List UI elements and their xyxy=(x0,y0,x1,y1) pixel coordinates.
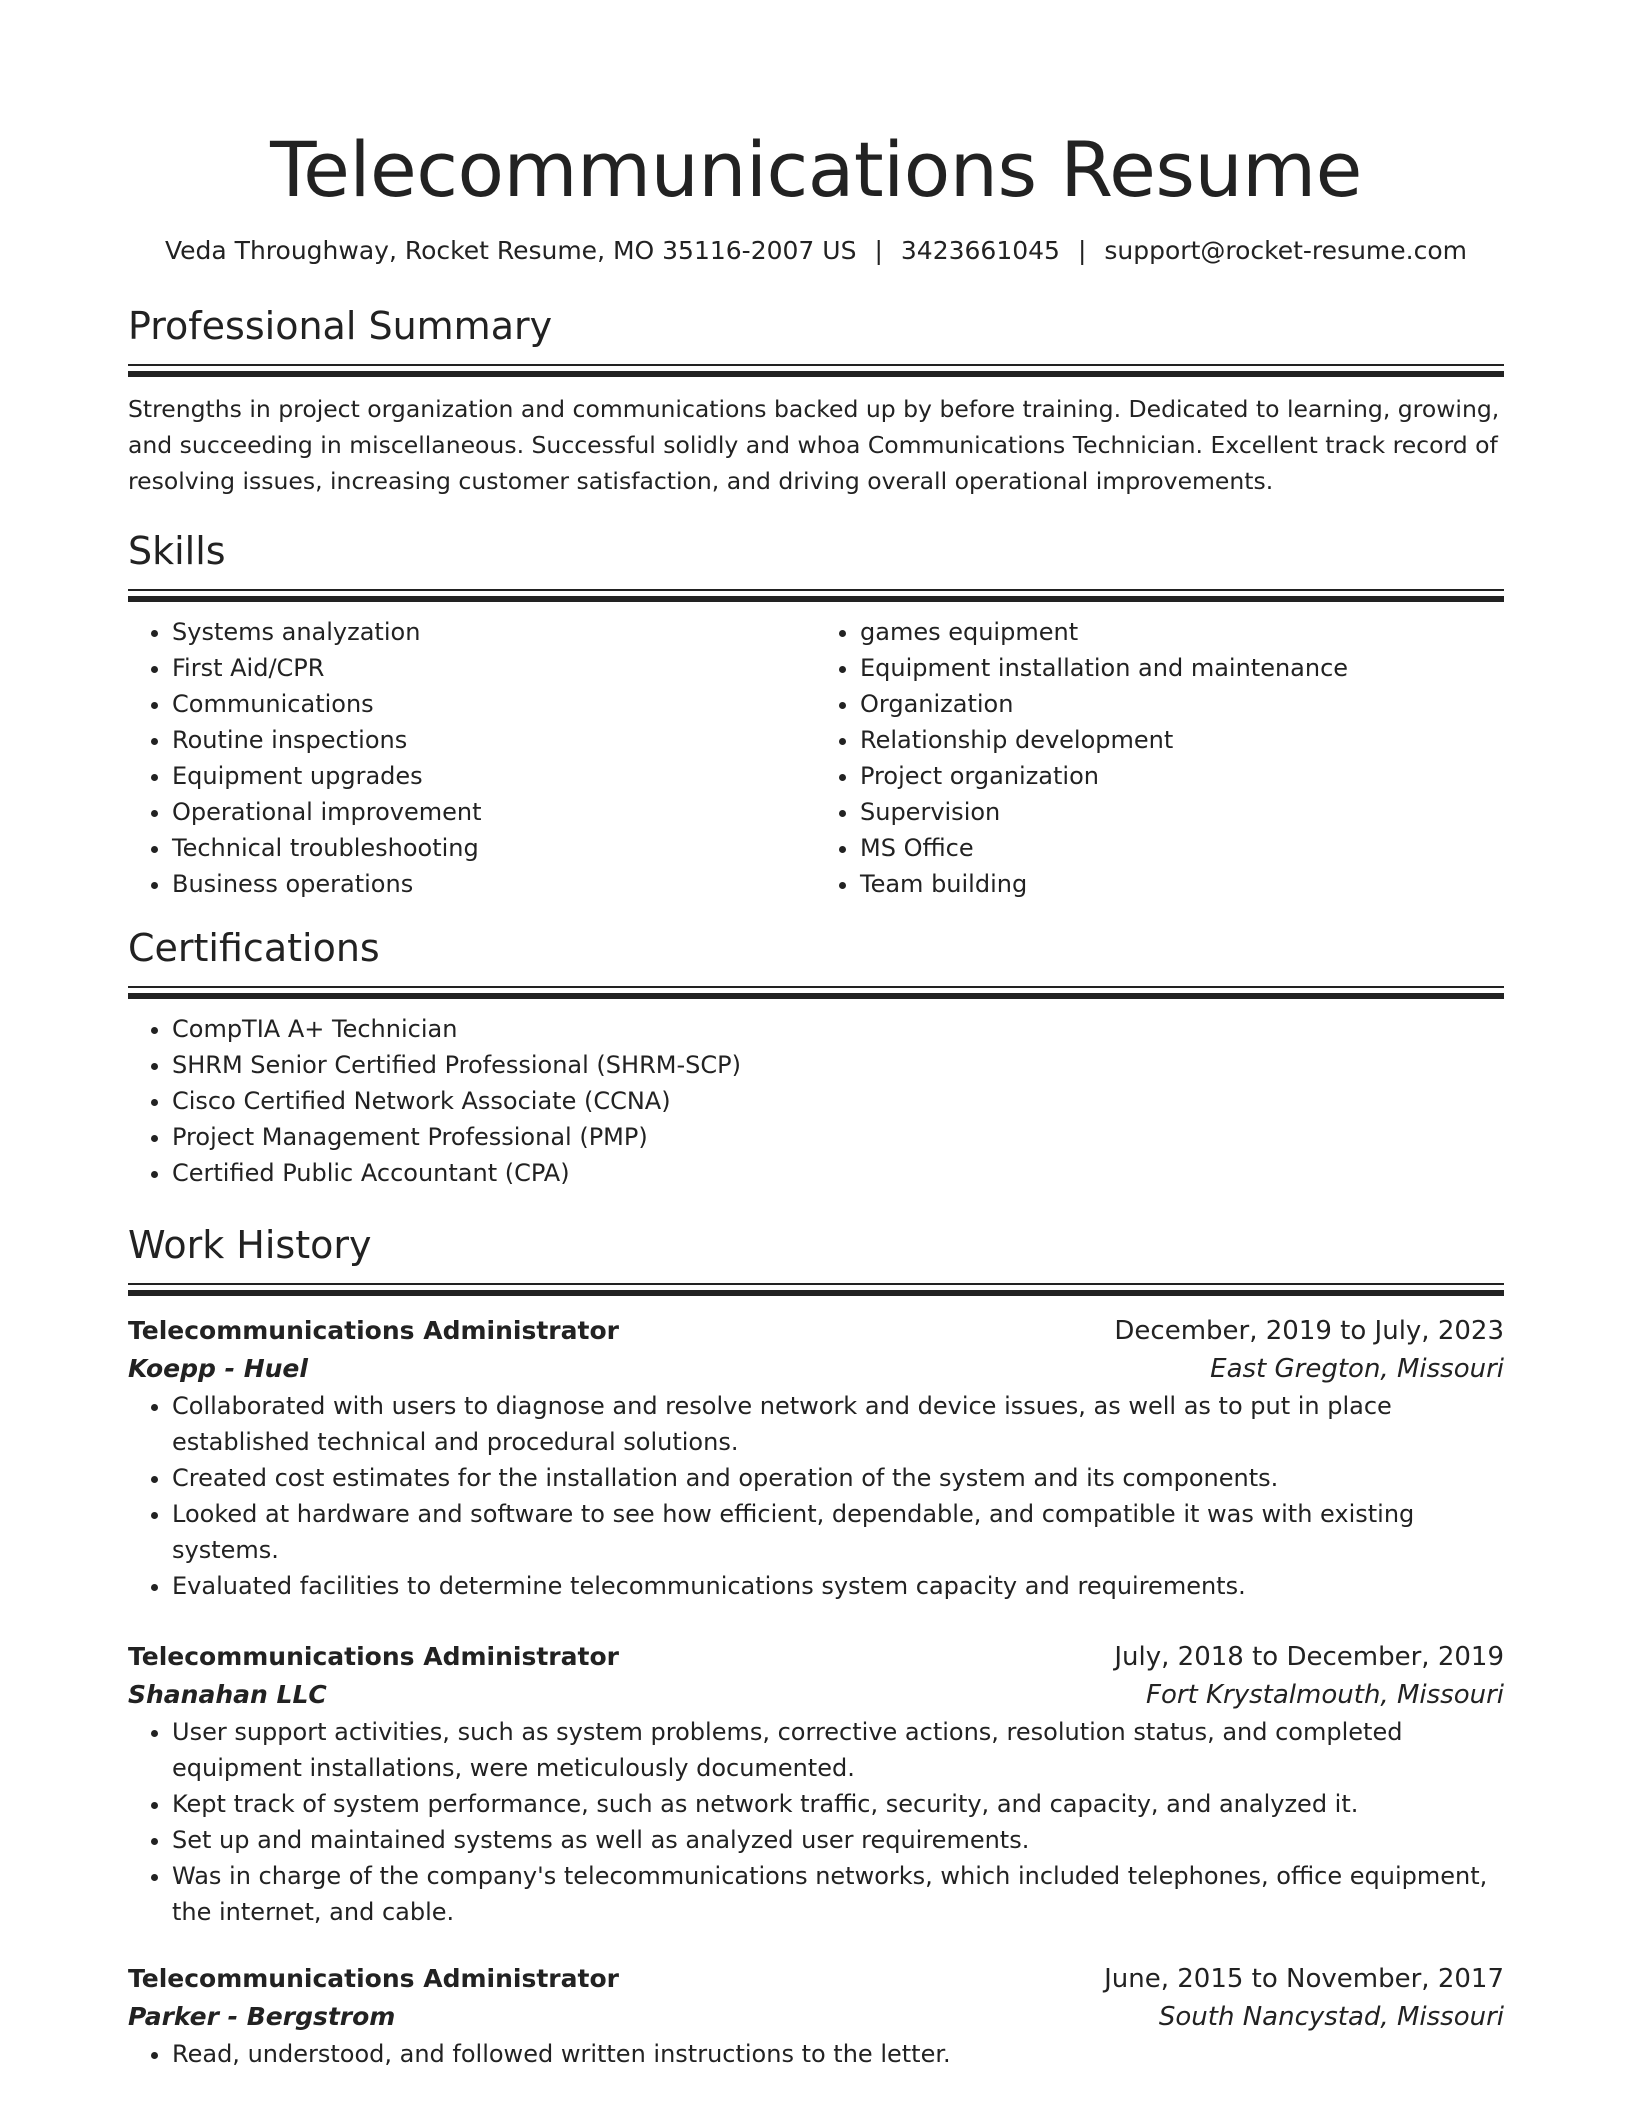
job-company: Parker - Bergstrom xyxy=(128,2002,396,2031)
summary-text: Strengths in project organization and communications backed up by before training. Dedicated to learning, growing, and succeeding in miscellaneous. Successful solidly and whoa Communications Technician. Excellent track record of resolving issues, increasing customer satisfaction, and driving overall operational improvements. xyxy=(128,395,1500,495)
job-entry xyxy=(128,1960,1504,2072)
work-history-section xyxy=(128,1221,1504,2072)
certification-item: • CompTIA A+ Technician xyxy=(172,1011,1504,1047)
job-entry xyxy=(128,1312,1504,1604)
certification-item: • Project Management Professional (PMP) xyxy=(172,1119,1504,1155)
job-bullet: • Set up and maintained systems as well as analyzed user requirements. xyxy=(172,1822,1504,1858)
job-bullet: • Kept track of system performance, such as network traffic, security, and capacity, and analyzed it. xyxy=(172,1786,1504,1822)
job-dates: July, 2018 to December, 2019 xyxy=(1114,1642,1504,1672)
job-bullet: • Collaborated with users to diagnose and resolve network and device issues, as well as to put in place established technical and procedural solutions. xyxy=(172,1388,1504,1460)
job-subheader xyxy=(128,1676,1504,1714)
skill-item: • Business operations xyxy=(172,866,816,902)
contact-separator: | xyxy=(874,236,883,265)
certification-item: • Cisco Certified Network Associate (CCNA) xyxy=(172,1083,1504,1119)
skill-item: • MS Office xyxy=(860,830,1504,866)
skill-item: • Organization xyxy=(860,686,1504,722)
job-bullet: • Created cost estimates for the installation and operation of the system and its components. xyxy=(172,1460,1504,1496)
job-header xyxy=(128,1638,1504,1676)
skill-item: • Systems analyzation xyxy=(172,614,816,650)
job-company: Shanahan LLC xyxy=(128,1680,327,1709)
section-heading-summary: Professional Summary xyxy=(128,304,553,348)
contact-separator: | xyxy=(1077,236,1087,265)
job-title: Telecommunications Administrator xyxy=(128,1642,619,1671)
section-divider xyxy=(128,364,1504,377)
job-title: Telecommunications Administrator xyxy=(128,1964,619,1993)
skill-item: • First Aid/CPR xyxy=(172,650,816,686)
job-bullets xyxy=(128,1714,1504,1930)
job-bullet: • Looked at hardware and software to see how efficient, dependable, and compatible it was with existing systems. xyxy=(172,1496,1504,1568)
job-bullet: • Evaluated facilities to determine telecommunications system capacity and requirements. xyxy=(172,1568,1504,1604)
job-title: Telecommunications Administrator xyxy=(128,1316,619,1345)
job-bullet: • Read, understood, and followed written instructions to the letter. xyxy=(172,2036,1504,2072)
job-dates: December, 2019 to July, 2023 xyxy=(1114,1316,1504,1346)
resume-title: Telecommunications Resume xyxy=(270,125,1362,214)
job-bullets xyxy=(128,2036,1504,2072)
resume-page xyxy=(128,0,1504,2072)
skill-item: • Routine inspections xyxy=(172,722,816,758)
section-heading-certifications: Certifications xyxy=(128,926,380,970)
skill-item: • Communications xyxy=(172,686,816,722)
skill-item: • Technical troubleshooting xyxy=(172,830,816,866)
job-subheader xyxy=(128,1350,1504,1388)
job-location: East Gregton, Missouri xyxy=(1210,1354,1504,1384)
skills-columns xyxy=(128,614,1504,902)
job-dates: June, 2015 to November, 2017 xyxy=(1104,1964,1504,1994)
job-header xyxy=(128,1312,1504,1350)
section-divider xyxy=(128,986,1504,999)
contact-email: support@rocket-resume.com xyxy=(1104,236,1467,265)
skills-list-left xyxy=(128,614,816,902)
job-entry xyxy=(128,1638,1504,1930)
skills-list-right xyxy=(816,614,1504,902)
job-location: South Nancystad, Missouri xyxy=(1158,2002,1504,2032)
skill-item: • Equipment upgrades xyxy=(172,758,816,794)
section-heading-skills: Skills xyxy=(128,529,226,573)
job-subheader xyxy=(128,1998,1504,2036)
skill-item: • Team building xyxy=(860,866,1504,902)
section-divider xyxy=(128,1283,1504,1296)
job-location: Fort Krystalmouth, Missouri xyxy=(1146,1680,1504,1710)
summary-section xyxy=(128,302,1504,499)
job-bullet: • Was in charge of the company's telecommunications networks, which included telephones, office equipment, the internet, and cable. xyxy=(172,1858,1504,1930)
job-company: Koepp - Huel xyxy=(128,1354,308,1383)
contact-address: Veda Throughway, Rocket Resume, MO 35116-2007 US xyxy=(165,236,857,265)
skill-item: • Operational improvement xyxy=(172,794,816,830)
contact-line xyxy=(128,234,1504,268)
section-heading-work-history: Work History xyxy=(128,1223,372,1267)
section-divider xyxy=(128,589,1504,602)
certifications-section xyxy=(128,924,1504,1191)
contact-phone: 3423661045 xyxy=(900,236,1060,265)
job-bullets xyxy=(128,1388,1504,1604)
skill-item: • games equipment xyxy=(860,614,1504,650)
job-bullet: • User support activities, such as system problems, corrective actions, resolution status, and completed equipment installations, were meticulously documented. xyxy=(172,1714,1504,1786)
certification-item: • SHRM Senior Certified Professional (SHRM-SCP) xyxy=(172,1047,1504,1083)
skills-section xyxy=(128,527,1504,902)
skill-item: • Project organization xyxy=(860,758,1504,794)
skill-item: • Equipment installation and maintenance xyxy=(860,650,1504,686)
certification-item: • Certified Public Accountant (CPA) xyxy=(172,1155,1504,1191)
certifications-list xyxy=(128,1011,1504,1191)
skill-item: • Supervision xyxy=(860,794,1504,830)
skill-item: • Relationship development xyxy=(860,722,1504,758)
job-header xyxy=(128,1960,1504,1998)
